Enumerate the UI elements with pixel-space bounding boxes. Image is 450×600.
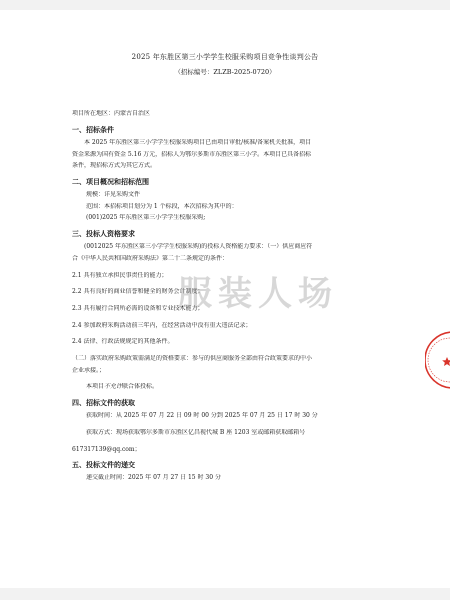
consortium-prefix: 本项目: [86, 383, 105, 391]
document-acquire-method: 获取方式：现场获取鄂尔多斯市东胜区亿昌视代城 B 座 1203 室或邮箱获取邮箱号: [86, 428, 306, 436]
section-4-heading: 四、招标文件的获取: [72, 399, 135, 408]
section-3-heading: 三、投标人资格要求: [72, 230, 135, 239]
submission-deadline: 递交截止时间：2025 年 07 月 27 日 15 时 30 分: [86, 474, 221, 482]
top-margin-bar: [0, 0, 450, 10]
section-2-scale: 规模：详见采购文件: [86, 191, 141, 199]
document-acquire-time: 获取时间：从 2025 年 07 月 22 日 09 时 00 分到 2025 年 07 月 25 日 17 时 30 分: [86, 412, 318, 420]
project-location: 项目所在地区：内蒙古自治区: [72, 110, 151, 117]
consortium-statement: [72, 383, 392, 392]
red-seal-stamp-icon: [425, 330, 450, 390]
watermark: 服装人场: [178, 274, 338, 314]
qualification-2-2: 2.2 具有良好的商业信誉和健全的财务会计制度；: [72, 288, 204, 296]
section-2-scope: 范围：本招标项目划分为 1 个标段，本次招标为其中的：: [86, 202, 238, 210]
tender-number: （招标编号：ZLZB-2025-0720）: [174, 68, 276, 76]
section-1-line-2: 资金来源为国有资金 5.16 万元，招标人为鄂尔多斯市东胜区第三小学。本项目已具备招标: [72, 150, 312, 158]
section-3-line-2: 合《中华人民共和国政府采购法》第二十二条规定的条件：: [72, 254, 229, 262]
policy-requirement-line-1: （二）落实政府采购政策需满足的资格要求：参与的供应商服务全部由符合政策要求的中小: [72, 355, 313, 363]
section-2-heading: 二、项目概况和招标范围: [72, 177, 149, 186]
bottom-margin-bar: [0, 588, 450, 600]
section-2-lot: (001)2025 年东胜区第三小学学生校服采购;: [86, 214, 206, 222]
section-1-line-1: 本 2025 年东胜区第三小学学生校服采购项目已由项目审批/核准/备案机关批准，项目: [84, 138, 312, 146]
qualification-2-3: 2.3 具有履行合同所必需的设备和专业技术能力；: [72, 304, 204, 312]
policy-requirement-line-2: 企业承接。；: [72, 366, 106, 374]
document-body: [72, 110, 392, 486]
consortium-not-allowed: 不允许: [104, 383, 123, 391]
qualification-2-4: 2.4 参加政府采购活动前三年内，在经营活动中没有重大违法记录；: [72, 321, 252, 329]
consortium-suffix: 联合体投标。: [122, 383, 159, 391]
section-3-line-1: (0012025 年东胜区第三小学学生校服采购)的投标人资格能力要求：（一）供应商应符: [84, 243, 313, 251]
section-1-heading: 一、招标条件: [72, 125, 114, 134]
section-1-line-3: 条件，现招标方式为其它方式。: [72, 162, 157, 170]
document-title: 2025 年东胜区第三小学学生校服采购项目竞争性谈判公告: [131, 53, 319, 61]
qualification-2-1: 2.1 具有独立承担民事责任的能力；: [72, 271, 168, 279]
section-5-heading: 五、投标文件的递交: [72, 461, 135, 470]
document-acquire-email: 617317139@qq.com；: [72, 445, 141, 453]
qualification-2-5: 2.4 法律、行政法规规定的其他条件。: [72, 338, 174, 346]
